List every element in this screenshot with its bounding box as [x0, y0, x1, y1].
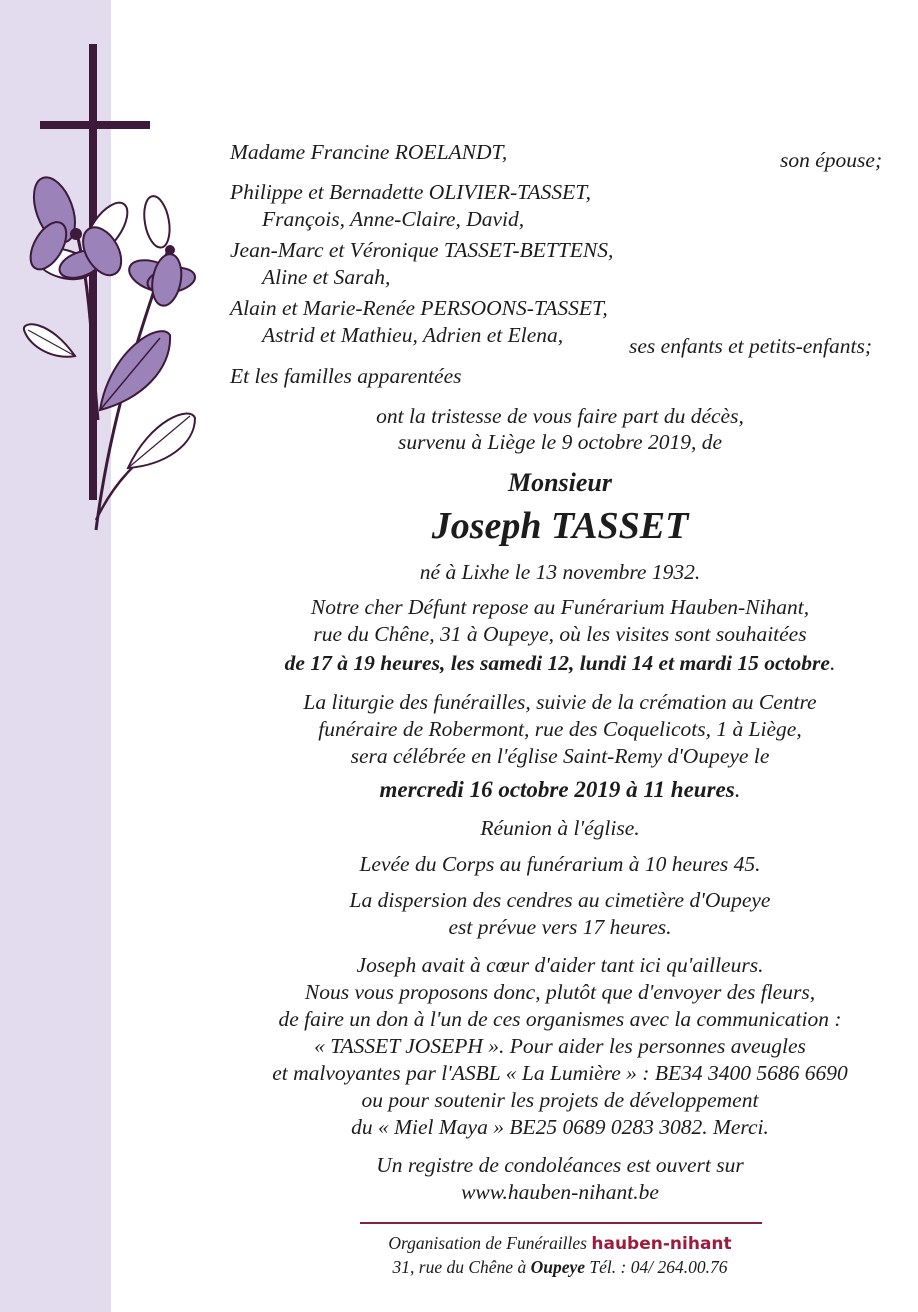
- registry-url[interactable]: www.hauben-nihant.be: [461, 1180, 659, 1204]
- visitation-line-1: Notre cher Défunt repose au Funérarium Hauben-Nihant,: [310, 595, 810, 619]
- footer-phone: Tél. : 04/ 264.00.76: [589, 1257, 728, 1277]
- funeral-line-3: sera célébrée en l'église Saint-Remy d'Oupeye le: [350, 744, 770, 768]
- family-relatives: Et les familles apparentées: [230, 364, 462, 388]
- donation-line-3: de faire un don à l'un de ces organismes avec la communication :: [278, 1007, 842, 1031]
- deceased-birth: né à Lixhe le 13 novembre 1932.: [419, 560, 701, 584]
- visitation-hours-end: .: [829, 651, 836, 675]
- visitation-line-2: rue du Chêne, 31 à Oupeye, où les visites sont souhaitées: [313, 622, 807, 646]
- funeral-line-2: funéraire de Robermont, rue des Coquelicots, 1 à Liège,: [318, 717, 802, 741]
- donation-line-4: « TASSET JOSEPH ». Pour aider les personnes aveugles: [314, 1034, 806, 1058]
- donation-line-2: Nous vous proposons donc, plutôt que d'envoyer des fleurs,: [304, 980, 816, 1004]
- footer-org-prefix: Organisation de Funérailles: [388, 1233, 587, 1253]
- cross-flowers-icon: [0, 30, 240, 550]
- footer-city: Oupeye: [530, 1257, 586, 1277]
- footer-divider: [360, 1222, 762, 1224]
- donation-line-6: ou pour soutenir les projets de développement: [361, 1088, 759, 1112]
- family-child-2: Jean-Marc et Véronique TASSET-BETTENS,: [230, 238, 614, 262]
- family-spouse: Madame Francine ROELANDT,: [230, 140, 508, 164]
- registry-line: Un registre de condoléances est ouvert sur: [376, 1153, 744, 1177]
- family-grandchildren-1: François, Anne-Claire, David,: [262, 207, 525, 231]
- funeral-date-end: .: [734, 777, 741, 802]
- deceased-name: Joseph TASSET: [431, 505, 689, 547]
- family-child-1: Philippe et Bernadette OLIVIER-TASSET,: [230, 180, 592, 204]
- donation-line-5: et malvoyantes par l'ASBL « La Lumière » : BE34 3400 5686 6690: [272, 1061, 848, 1085]
- donation-line-1: Joseph avait à cœur d'aider tant ici qu'ailleurs.: [356, 953, 764, 977]
- funeral-line-1: La liturgie des funérailles, suivie de la crémation au Centre: [303, 690, 817, 714]
- announcement-line-2: survenu à Liège le 9 octobre 2019, de: [397, 430, 723, 454]
- footer-organisation: [300, 1231, 820, 1256]
- funeral-date: [230, 776, 890, 804]
- brand-logo: hauben-nihant: [591, 1234, 732, 1254]
- footer-address-prefix: 31, rue du Chêne à: [392, 1257, 527, 1277]
- family-grandchildren-3: Astrid et Mathieu, Adrien et Elena,: [262, 323, 564, 347]
- family-child-3: Alain et Marie-Renée PERSOONS-TASSET,: [230, 296, 608, 320]
- funeral-date-bold: mercredi 16 octobre 2019 à 11 heures: [379, 777, 735, 802]
- visitation-hours: [230, 649, 890, 677]
- visitation-hours-bold: de 17 à 19 heures, les samedi 12, lundi 14 et mardi 15 octobre: [284, 651, 830, 675]
- footer-address: [300, 1255, 820, 1279]
- levee-note: Levée du Corps au funérarium à 10 heures 45.: [359, 852, 761, 876]
- role-spouse: son épouse;: [780, 148, 883, 172]
- dispersion-line-2: est prévue vers 17 heures.: [448, 915, 672, 939]
- donation-line-7: du « Miel Maya » BE25 0689 0283 3082. Merci.: [351, 1115, 769, 1139]
- meeting-note: Réunion à l'église.: [480, 816, 640, 840]
- deceased-title: Monsieur: [507, 468, 613, 497]
- family-grandchildren-2: Aline et Sarah,: [262, 265, 391, 289]
- dispersion-line-1: La dispersion des cendres au cimetière d'Oupeye: [349, 888, 771, 912]
- announcement-line-1: ont la tristesse de vous faire part du décès,: [376, 404, 744, 428]
- role-children: ses enfants et petits-enfants;: [629, 334, 873, 358]
